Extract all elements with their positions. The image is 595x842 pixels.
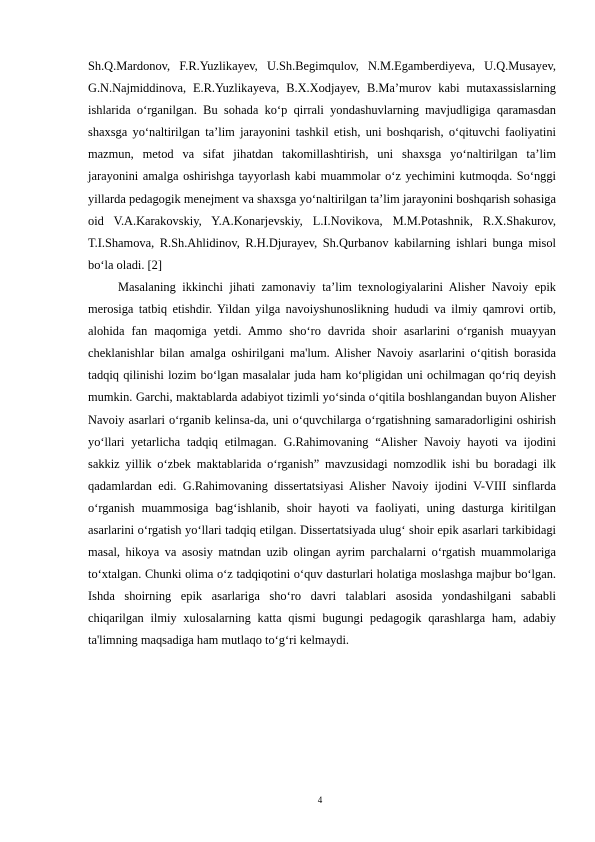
document-page <box>88 55 556 652</box>
paragraph-2: Masalaning ikkinchi jihati zamonaviy ta’lim texnologiyalarini Alisher Navoiy epik merosiga tatbiq etishdir. Yildan yilga navoiyshunoslikning hududi va ilmiy qamrovi ortib, alohida fan maqomiga yetdi. Ammo sho‘ro davrida shoir asarlarini o‘rganish muayyan cheklanishlar bilan amalga oshirilgani ma'lum. Alisher Navoiy asarlarini o‘qitish borasida tadqiq qilinishi lozim bo‘lgan masalalar juda ham ko‘pligidan uni ochilmagan qo‘riq deyish mumkin. Garchi, maktablarda adabiyot tizimli yo‘sinda o‘qitila boshlangandan buyon Alisher Navoiy asarlari o‘rganib kelinsa-da, uni o‘quvchilarga o‘rgatishning samaradorligini oshirish yo‘llari yetarlicha tadqiq etilmagan. G.Rahimovaning “Alisher Navoiy hayoti va ijodini sakkiz yillik o‘zbek maktablarida o‘rganish” mavzusidagi nomzodlik ishi bu boradagi ilk qadamlardan edi. G.Rahimovaning dissertatsiyasi Alisher Navoiy ijodini V-VIII sinflarda o‘rganish muammosiga bag‘ishlanib, shoir hayoti va faoliyati, uning dasturga kiritilgan asarlarini o‘rgatish yo‘llari tadqiq etilgan. Dissertatsiyada ulug‘ shoir epik asarlari tarkibidagi masal, hikoya va asosiy matndan uzib olingan ayrim parchalarni o‘rgatish muammolariga to‘xtalgan. Chunki olima o‘z tadqiqotini o‘quv dasturlari holatiga moslashga majbur bo‘lgan. Ishda shoirning epik asarlariga sho‘ro davri talablari asosida yondashilgani sababli chiqarilgan ilmiy xulosalarning katta qismi bugungi pedagogik qarashlarga ham, adabiy ta'limning maqsadiga ham mutlaqo to‘g‘ri kelmaydi. <box>88 279 556 648</box>
page-number: 4 <box>317 795 323 805</box>
paragraph-1: Sh.Q.Mardonov, F.R.Yuzlikayev, U.Sh.Begimqulov, N.M.Egamberdiyeva, U.Q.Musayev, G.N.Najmiddinova, E.R.Yuzlikayeva, B.X.Xodjayev, B.Ma’murov kabi mutaxassislarning ishlarida o‘rganilgan. Bu sohada ko‘p qirrali yondashuvlarning mavjudligiga qaramasdan shaxsga yo‘naltirilgan ta’lim jarayonini tashkil etish, uni boshqarish, o‘qituvchi faoliyatini mazmun, metod va sifat jihatdan takomillashtirish, uni shaxsga yo‘naltirilgan ta’lim jarayonini amalga oshirishga tayyorlash kabi muammolar o‘z yechimini kutmoqda. So‘nggi yillarda pedagogik menejment va shaxsga yo‘naltirilgan ta’lim jarayonini boshqarish sohasiga oid V.A.Karakovskiy, Y.A.Konarjevskiy, L.I.Novikova, M.M.Potashnik, R.X.Shakurov, T.I.Shamova, R.Sh.Ahlidinov, R.H.Djurayev, Sh.Qurbanov kabilarning ishlari bunga misol bo‘la oladi. [2] <box>88 59 556 272</box>
